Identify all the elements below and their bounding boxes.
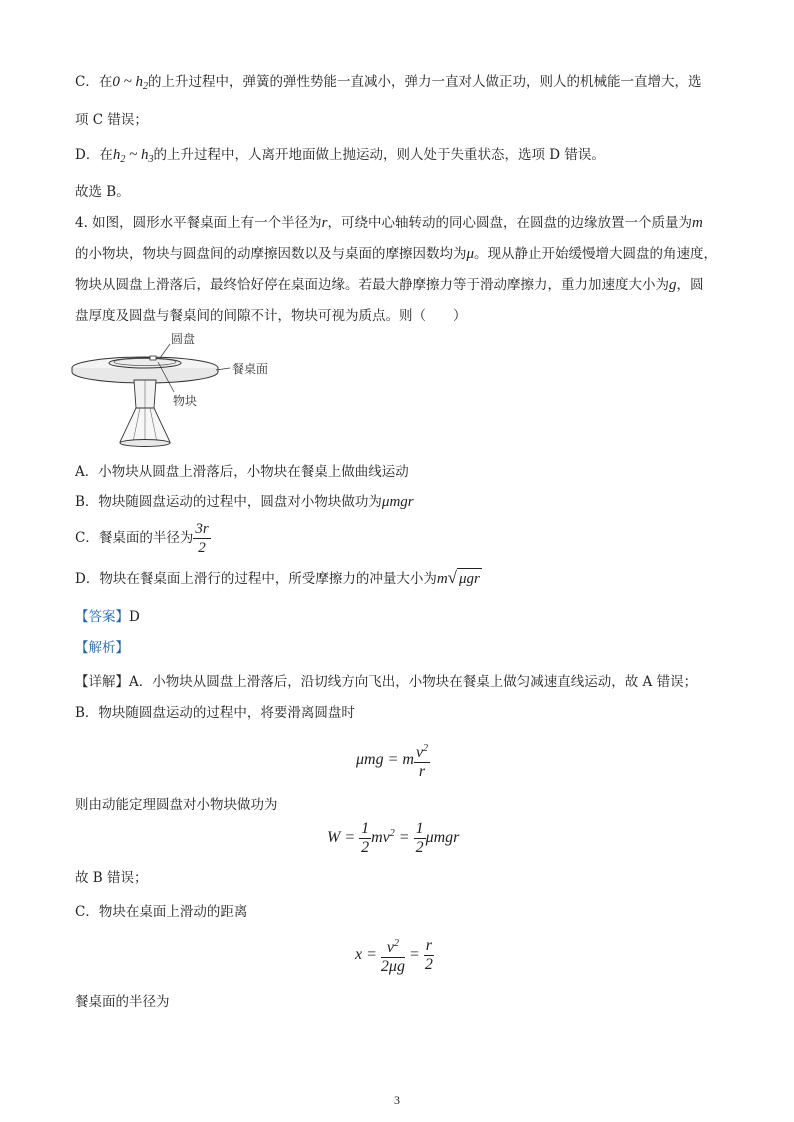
text: 物块从圆盘上滑落后，最终恰好停在桌面边缘。若最大静摩擦力等于滑动摩擦力，重力加速度大小为 bbox=[75, 277, 669, 293]
option-b bbox=[75, 492, 414, 512]
math: v bbox=[386, 939, 394, 956]
numerator bbox=[414, 740, 430, 763]
math: h bbox=[140, 147, 149, 163]
label-table: 餐桌面 bbox=[232, 362, 269, 376]
math: μmgr bbox=[425, 829, 460, 847]
question-line-1 bbox=[75, 213, 703, 233]
numerator: r bbox=[425, 937, 432, 954]
detail-label: 【详解】 bbox=[75, 674, 129, 690]
math: m bbox=[436, 571, 448, 587]
fraction bbox=[193, 520, 210, 557]
numerator: 1 bbox=[361, 820, 370, 837]
denominator: r bbox=[418, 763, 426, 780]
math: = bbox=[404, 946, 424, 964]
fraction bbox=[414, 820, 426, 857]
denominator: 2 bbox=[415, 839, 424, 856]
prev-option-c-line2: 项 C 错误； bbox=[75, 112, 148, 128]
math: ~ bbox=[125, 147, 141, 163]
math: h bbox=[112, 147, 121, 163]
fraction bbox=[381, 935, 405, 976]
math-range: 0 ~ h bbox=[112, 74, 143, 90]
numerator: 3r bbox=[195, 521, 209, 537]
detail-a bbox=[75, 672, 697, 692]
equation-1 bbox=[356, 740, 430, 781]
sqrt-sign: √ bbox=[447, 568, 458, 587]
question-line-3 bbox=[75, 275, 704, 295]
math: g bbox=[669, 277, 677, 293]
text: C．在 bbox=[75, 74, 113, 90]
math: = bbox=[394, 829, 414, 847]
denominator: 2 bbox=[198, 540, 206, 556]
analysis-label: 【解析】 bbox=[75, 640, 129, 656]
text: B．物块随圆盘运动的过程中，圆盘对小物块做功为 bbox=[75, 494, 382, 510]
text: A．小物块从圆盘上滑落后，沿切线方向飞出，小物块在餐桌上做匀减速直线运动，故 A 错误； bbox=[129, 674, 698, 690]
option-a: A．小物块从圆盘上滑落后，小物块在餐桌上做曲线运动 bbox=[75, 464, 409, 480]
math-sub: 2 bbox=[142, 81, 148, 92]
text: C．餐桌面的半径为 bbox=[75, 530, 194, 546]
question-line-2 bbox=[75, 244, 717, 264]
denominator: 2 bbox=[361, 839, 370, 856]
math: μmgr bbox=[381, 494, 414, 510]
math-radicand: μgr bbox=[457, 568, 482, 589]
math: x = bbox=[355, 946, 381, 964]
detail-c-text2: 餐桌面的半径为 bbox=[75, 994, 170, 1010]
label-disc: 圆盘 bbox=[171, 332, 196, 346]
math: m bbox=[692, 215, 703, 231]
math: r bbox=[321, 215, 328, 231]
math: μ bbox=[466, 246, 475, 262]
detail-c: C．物块在桌面上滑动的距离 bbox=[75, 904, 248, 920]
question-line-4: 盘厚度及圆盘与餐桌间的间隙不计，物块可视为质点。则（ ） bbox=[75, 308, 467, 324]
math-sup: 2 bbox=[389, 828, 395, 840]
equation-3 bbox=[355, 935, 434, 976]
math: μmg = m bbox=[356, 751, 414, 769]
fraction bbox=[414, 740, 430, 781]
numerator bbox=[381, 935, 405, 958]
prev-option-d-line bbox=[75, 145, 605, 170]
text: 。现从静止开始缓慢增大圆盘的角速度， bbox=[474, 246, 718, 262]
fraction bbox=[359, 820, 371, 857]
math: v bbox=[415, 744, 424, 761]
text: ，可绕中心轴转动的同心圆盘，在圆盘的边缘放置一个质量为 bbox=[327, 215, 693, 231]
fraction bbox=[424, 937, 434, 974]
math-sub: 2 bbox=[120, 154, 126, 165]
page-number: 3 bbox=[394, 1093, 400, 1107]
detail-b-conclusion: 故 B 错误； bbox=[75, 870, 148, 886]
text: ，圆 bbox=[676, 277, 704, 293]
label-block: 物块 bbox=[173, 394, 198, 408]
text: 的上升过程中，弹簧的弹性势能一直减小，弹力一直对人做正功，则人的机械能一直增大，选 bbox=[147, 74, 702, 90]
answer-label: 【答案】 bbox=[75, 609, 129, 625]
text: D．在 bbox=[75, 147, 113, 163]
denominator: 2μg bbox=[380, 958, 405, 975]
option-d bbox=[75, 568, 482, 589]
denominator: 2 bbox=[424, 956, 433, 973]
text: D．物块在餐桌面上滑行的过程中，所受摩擦力的冲量大小为 bbox=[75, 571, 437, 587]
answer-value: D bbox=[129, 609, 140, 625]
prev-option-c-line1 bbox=[75, 72, 701, 97]
math-sub: 3 bbox=[148, 154, 154, 165]
math: mv bbox=[371, 829, 390, 847]
math-sup: 2 bbox=[393, 938, 399, 949]
table-figure bbox=[70, 330, 310, 455]
detail-b-text2: 则由动能定理圆盘对小物块做功为 bbox=[75, 797, 278, 813]
numerator: 1 bbox=[415, 820, 424, 837]
equation-2 bbox=[327, 820, 459, 857]
math-sup: 2 bbox=[423, 743, 429, 754]
text: 4. 如图，圆形水平餐桌面上有一个半径为 bbox=[75, 215, 322, 231]
prev-conclusion: 故选 B。 bbox=[75, 184, 130, 200]
text: 的小物块，物块与圆盘间的动摩擦因数以及与桌面的摩擦因数均为 bbox=[75, 246, 467, 262]
answer-line bbox=[75, 607, 140, 627]
option-c bbox=[75, 520, 211, 557]
math: W = bbox=[327, 829, 360, 847]
detail-b: B．物块随圆盘运动的过程中，将要滑离圆盘时 bbox=[75, 705, 355, 721]
text: 的上升过程中，人离开地面做上抛运动，则人处于失重状态，选项 D 错误。 bbox=[153, 147, 605, 163]
